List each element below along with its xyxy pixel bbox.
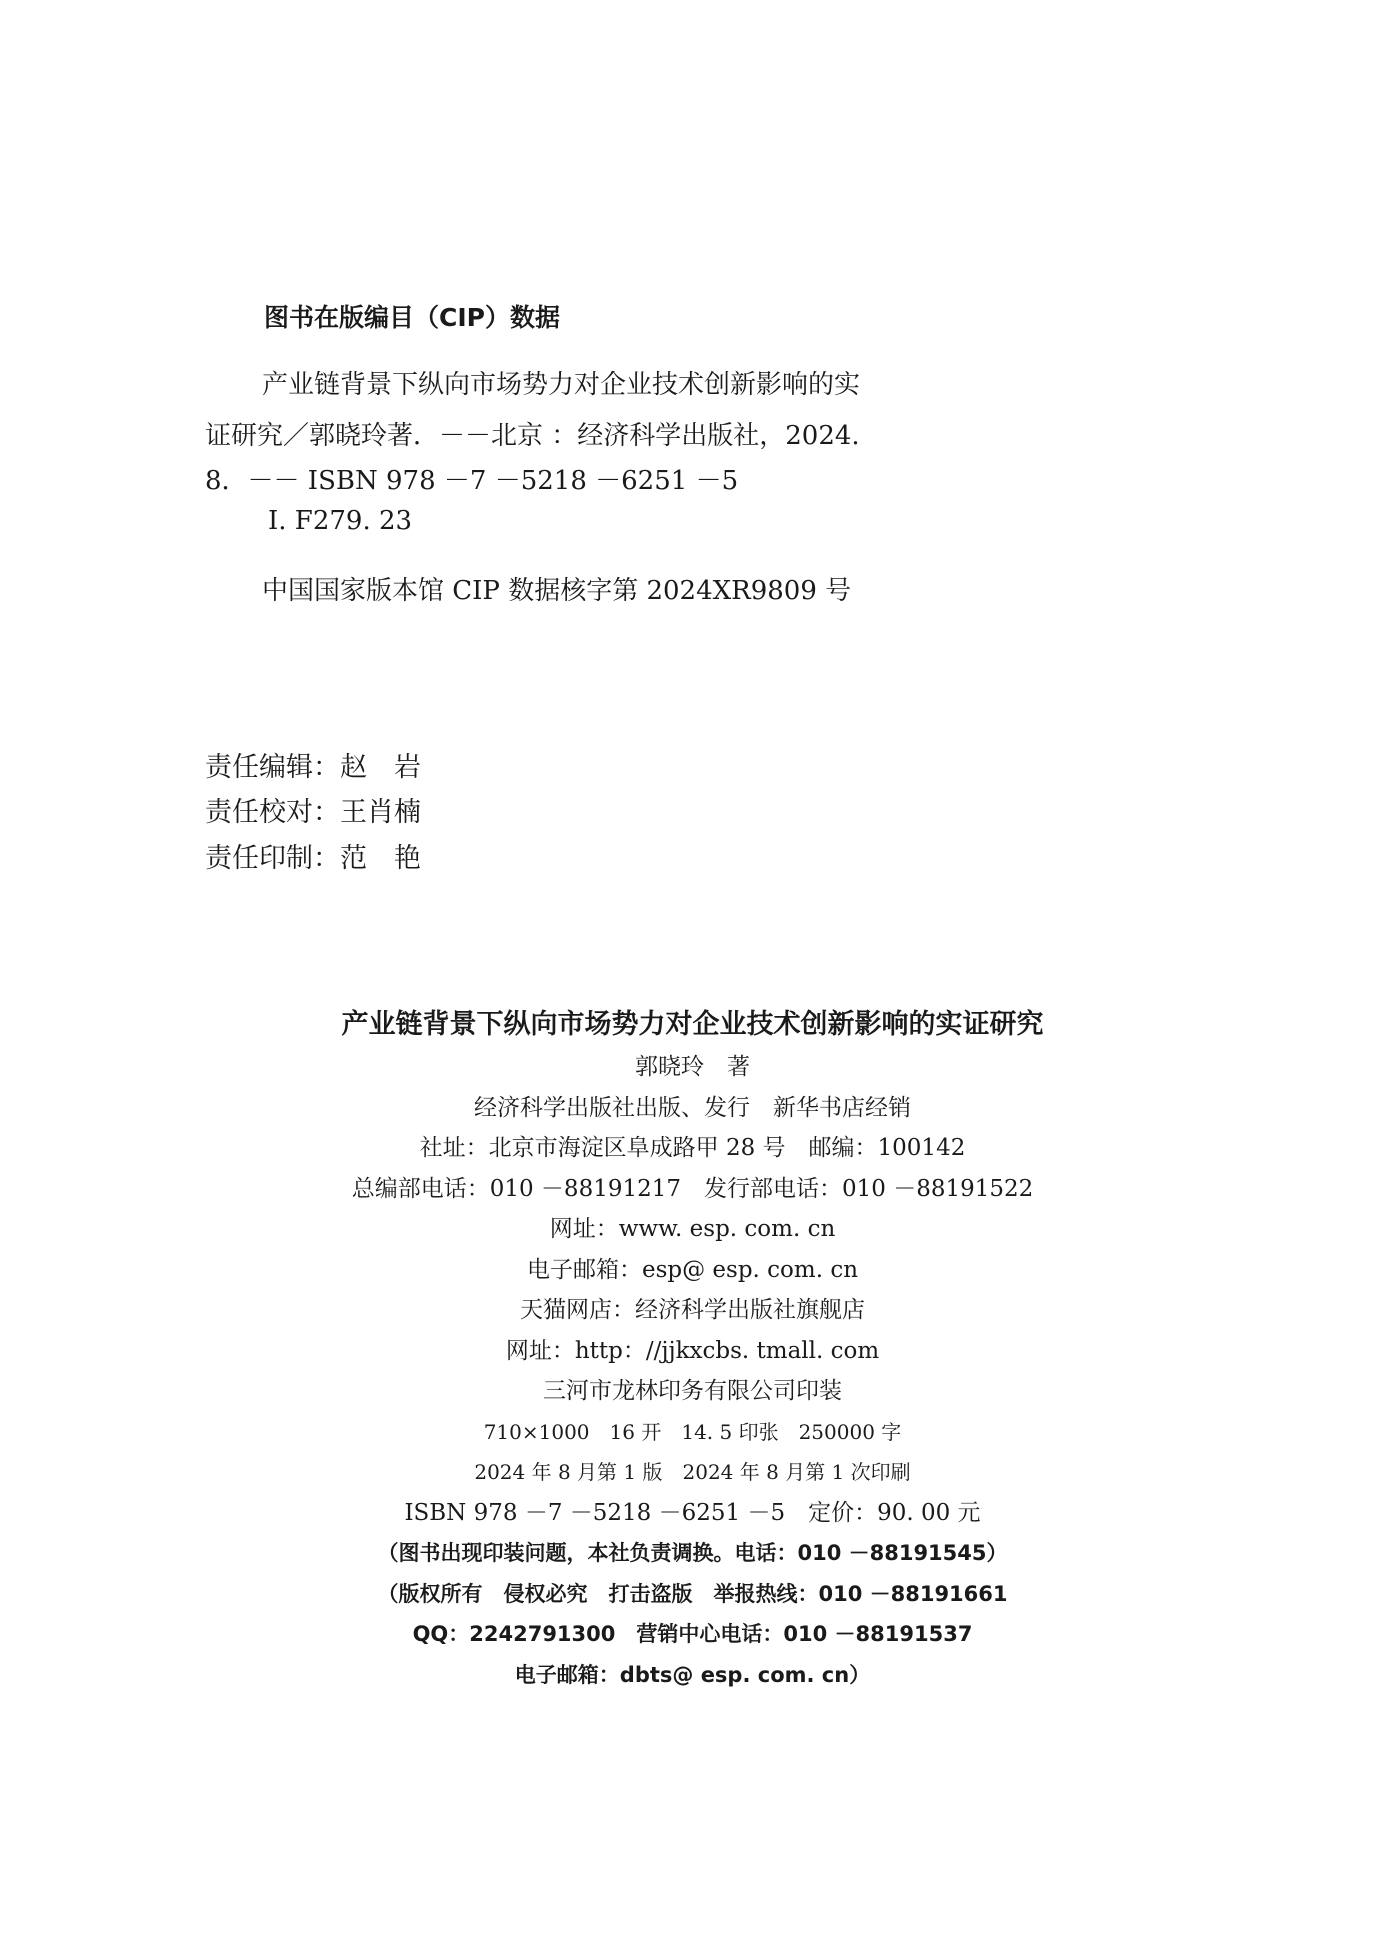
staff-role: 责任编辑： <box>205 752 340 783</box>
book-title: 产业链背景下纵向市场势力对企业技术创新影响的实证研究 <box>341 1009 1044 1040</box>
cip-entry-line-3: 8．－－ ISBN 978 －7 －5218 －6251 －5 <box>205 466 739 496</box>
address-line: 社址：北京市海淀区阜成路甲 28 号 邮编：100142 <box>419 1135 966 1161</box>
author-line: 郭晓玲 著 <box>635 1054 750 1080</box>
notice-line-1: （图书出现印装问题，本社负责调换。电话：010 －88191545） <box>377 1541 1008 1565</box>
cip-entry-line-2: 证研究／郭晓玲著．－－北京 ：经济科学出版社，2024. <box>205 421 860 451</box>
publisher-line: 经济科学出版社出版、发行 新华书店经销 <box>474 1094 911 1121</box>
colophon-block <box>0 1003 1385 1695</box>
staff-name: 范 艳 <box>340 843 421 874</box>
cip-record-number: 中国国家版本馆 CIP 数据核字第 2024XR9809 号 <box>262 576 852 606</box>
email-line: 电子邮箱：esp@ esp. com. cn <box>526 1256 859 1283</box>
phone-line: 总编部电话：010 －88191217 发行部电话：010 －88191522 <box>351 1175 1034 1202</box>
isbn-price-line: ISBN 978 －7 －5218 －6251 －5 定价：90. 00 元 <box>404 1499 981 1526</box>
staff-proofreader <box>205 790 421 829</box>
staff-role: 责任印制： <box>205 843 340 874</box>
format-line: 710×1000 16 开 14. 5 印张 250000 字 <box>483 1419 902 1444</box>
staff-role: 责任校对： <box>205 797 340 828</box>
cip-classification: Ⅰ. F279. 23 <box>268 506 413 536</box>
staff-printing <box>205 836 421 875</box>
printer-line: 三河市龙林印务有限公司印装 <box>543 1378 842 1404</box>
tmall-store-line: 天猫网店：经济科学出版社旗舰店 <box>520 1297 865 1323</box>
notice-line-3: QQ：2242791300 营销中心电话：010 －88191537 <box>412 1622 973 1646</box>
website-line: 网址：www. esp. com. cn <box>549 1216 836 1242</box>
cip-heading: 图书在版编目（CIP）数据 <box>264 303 560 332</box>
tmall-url-line: 网址：http：//jjkxcbs. tmall. com <box>505 1337 880 1364</box>
staff-name: 赵 岩 <box>340 752 421 783</box>
staff-editor <box>205 745 421 784</box>
edition-line: 2024 年 8 月第 1 版 2024 年 8 月第 1 次印刷 <box>474 1460 911 1484</box>
cip-entry-line-1: 产业链背景下纵向市场势力对企业技术创新影响的实 <box>262 370 861 400</box>
notice-line-2: （版权所有 侵权必究 打击盗版 举报热线：010 －88191661 <box>377 1581 1008 1606</box>
notice-line-4: 电子邮箱：dbts@ esp. com. cn） <box>514 1662 871 1687</box>
staff-name: 王肖楠 <box>340 797 421 828</box>
